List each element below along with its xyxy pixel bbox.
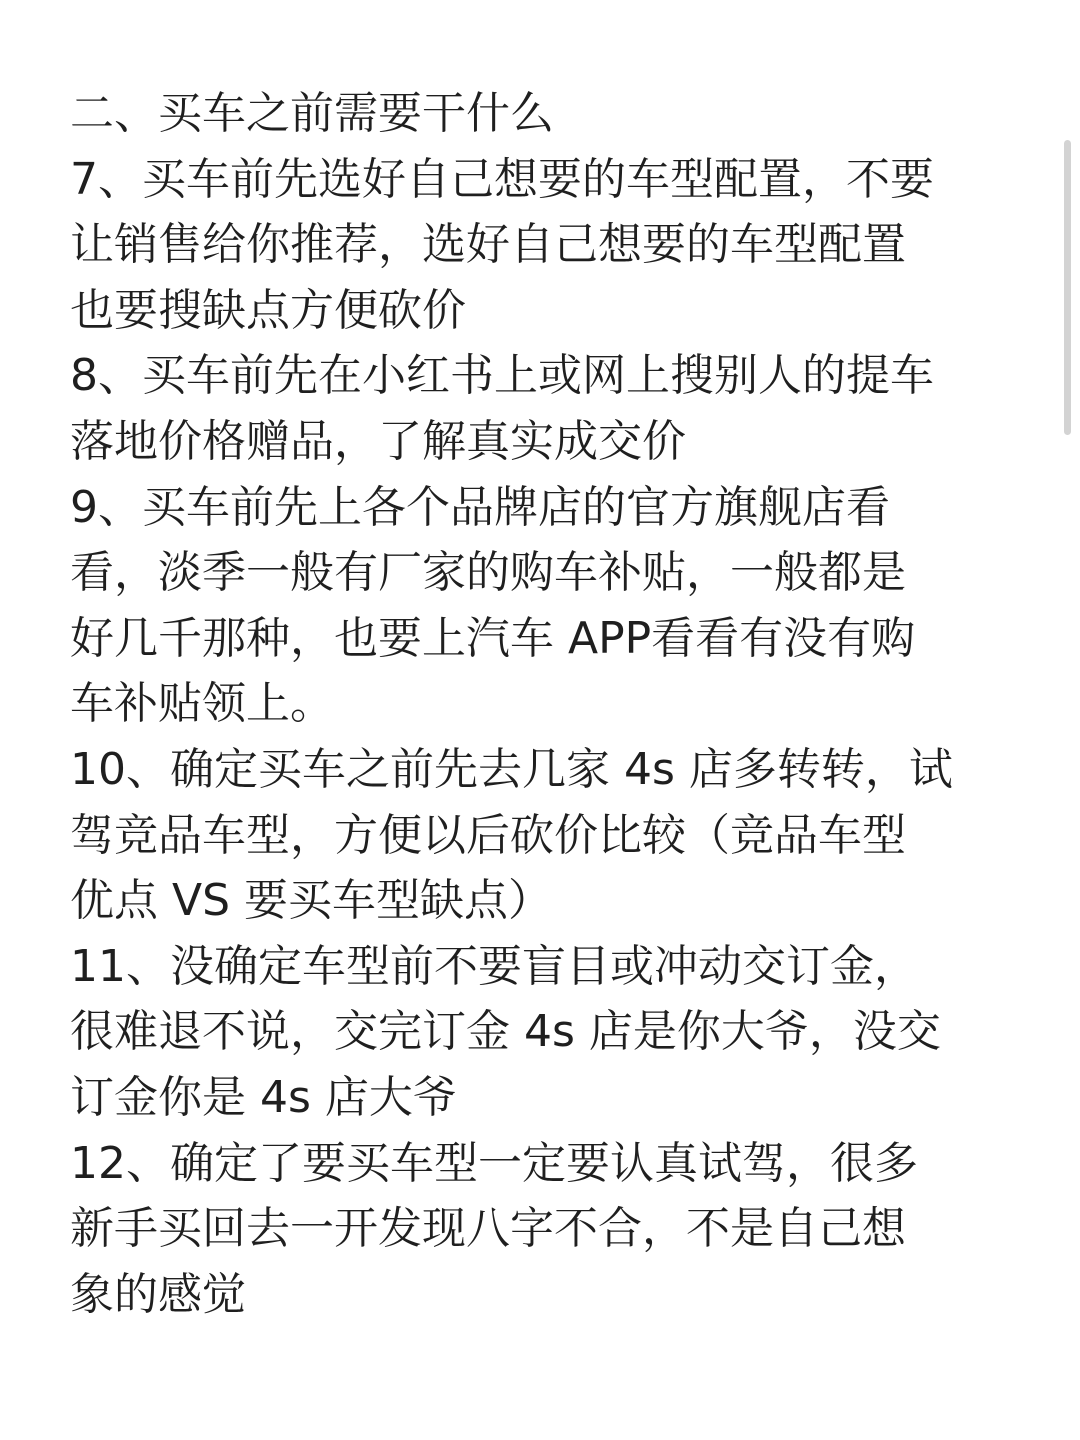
text-line: 落地价格赠品，了解真实成交价	[70, 415, 686, 467]
note-body	[70, 81, 1030, 1327]
text-line: 11、没确定车型前不要盲目或冲动交订金，	[70, 940, 918, 992]
text-line: 9、买车前先上各个品牌店的官方旗舰店看	[70, 481, 890, 533]
vertical-scrollbar[interactable]	[1064, 140, 1071, 435]
text-line: 象的感觉	[70, 1268, 246, 1320]
text-line: 订金你是 4s 店大爷	[70, 1071, 457, 1123]
text-line: 新手买回去一开发现八字不合，不是自己想	[70, 1203, 906, 1255]
text-line: 优点 VS 要买车型缺点）	[70, 875, 553, 927]
text-line: 让销售给你推荐，选好自己想要的车型配置	[70, 219, 906, 271]
text-line: 看，淡季一般有厂家的购车补贴，一般都是	[70, 547, 906, 599]
text-line: 10、确定买车之前先去几家 4s 店多转转，试	[70, 743, 953, 795]
section-heading: 二、买车之前需要干什么	[70, 88, 554, 139]
text-line: 也要搜缺点方便砍价	[70, 284, 466, 336]
text-line: 好几千那种，也要上汽车 APP看看有没有购	[70, 612, 916, 664]
text-line: 驾竞品车型，方便以后砍价比较（竞品车型	[70, 809, 906, 861]
text-line: 7、买车前先选好自己想要的车型配置，不要	[70, 153, 934, 205]
text-line: 12、确定了要买车型一定要认真试驾，很多	[70, 1137, 918, 1189]
text-line: 车补贴领上。	[70, 678, 334, 730]
text-line: 8、买车前先在小红书上或网上搜别人的提车	[70, 350, 934, 402]
text-line: 很难退不说，交完订金 4s 店是你大爷，没交	[70, 1006, 941, 1058]
